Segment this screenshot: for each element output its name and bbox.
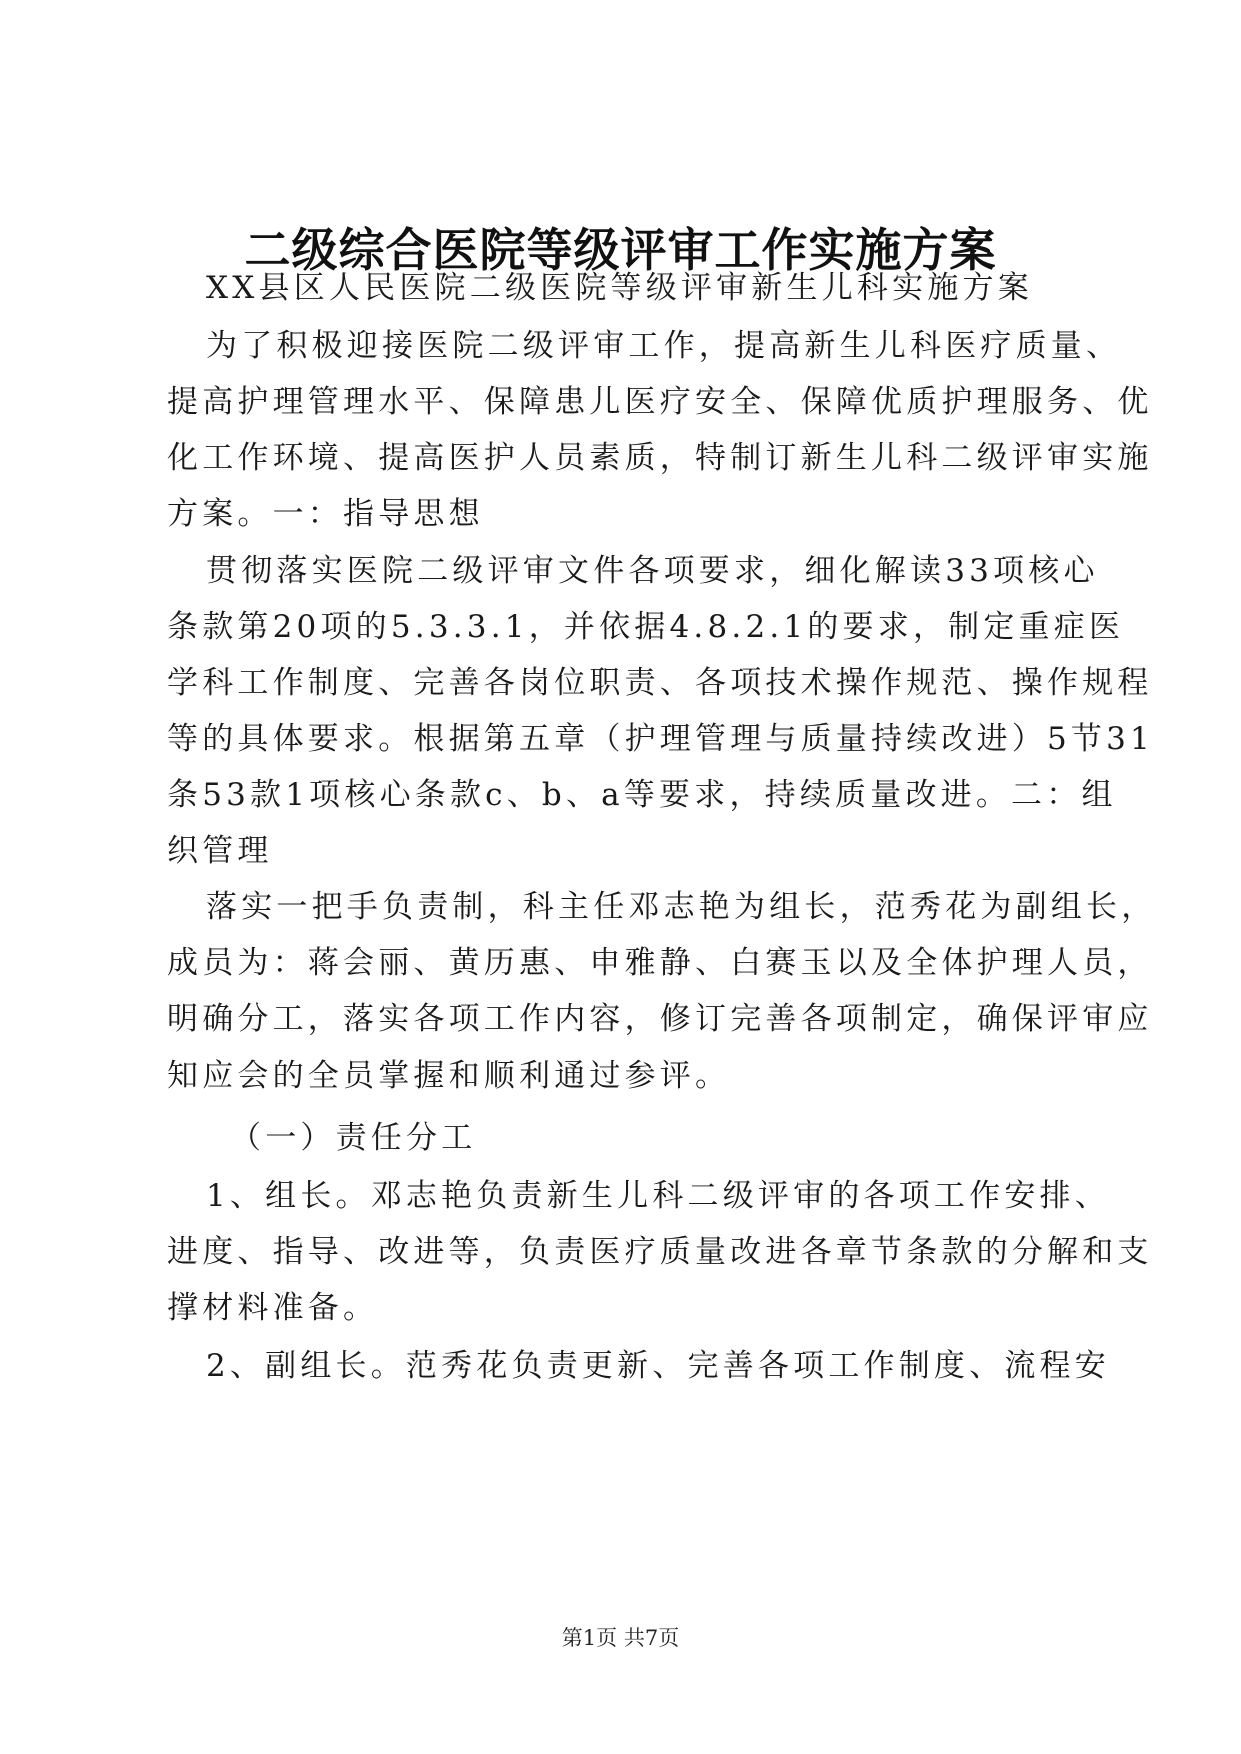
body-line: 1、组长。邓志艳负责新生儿科二级评审的各项工作安排、 xyxy=(206,1178,1110,1214)
subtitle-line: XX县区人民医院二级医院等级评审新生儿科实施方案 xyxy=(206,270,1033,306)
body-line: 提高护理管理水平、保障患儿医疗安全、保障优质护理服务、优 xyxy=(167,384,1153,420)
body-line: 落实一把手负责制，科主任邓志艳为组长，范秀花为副组长， xyxy=(206,889,1157,925)
body-line: 知应会的全员掌握和顺利通过参评。 xyxy=(167,1058,731,1094)
body-line: 织管理 xyxy=(167,833,273,869)
body-line: 条53款1项核心条款c、b、a等要求，持续质量改进。二：组 xyxy=(167,777,1117,813)
body-line: 方案。一：指导思想 xyxy=(167,496,484,532)
body-line: 学科工作制度、完善各岗位职责、各项技术操作规范、操作规程 xyxy=(167,665,1153,701)
body-line: 条款第20项的5.3.3.1，并依据4.8.2.1的要求，制定重症医 xyxy=(167,609,1125,645)
document-title: 二级综合医院等级评审工作实施方案 xyxy=(244,223,997,277)
body-line: 撑材料准备。 xyxy=(167,1290,379,1326)
body-line: 贯彻落实医院二级评审文件各项要求，细化解读33项核心 xyxy=(206,553,1099,589)
body-line: 进度、指导、改进等，负责医疗质量改进各章节条款的分解和支 xyxy=(167,1234,1153,1270)
body-line: 成员为：蒋会丽、黄历惠、申雅静、白赛玉以及全体护理人员， xyxy=(167,945,1153,981)
page-number: 第1页 共7页 xyxy=(561,1626,680,1650)
body-line: 等的具体要求。根据第五章（护理管理与质量持续改进）5节31 xyxy=(167,721,1154,757)
body-line: 化工作环境、提高医护人员素质，特制订新生儿科二级评审实施 xyxy=(167,440,1153,476)
body-line: 为了积极迎接医院二级评审工作，提高新生儿科医疗质量、 xyxy=(206,328,1122,364)
body-line: 明确分工，落实各项工作内容，修订完善各项制定，确保评审应 xyxy=(167,1001,1153,1037)
body-line: 2、副组长。范秀花负责更新、完善各项工作制度、流程安 xyxy=(206,1348,1110,1384)
section-heading: （一）责任分工 xyxy=(230,1120,477,1156)
